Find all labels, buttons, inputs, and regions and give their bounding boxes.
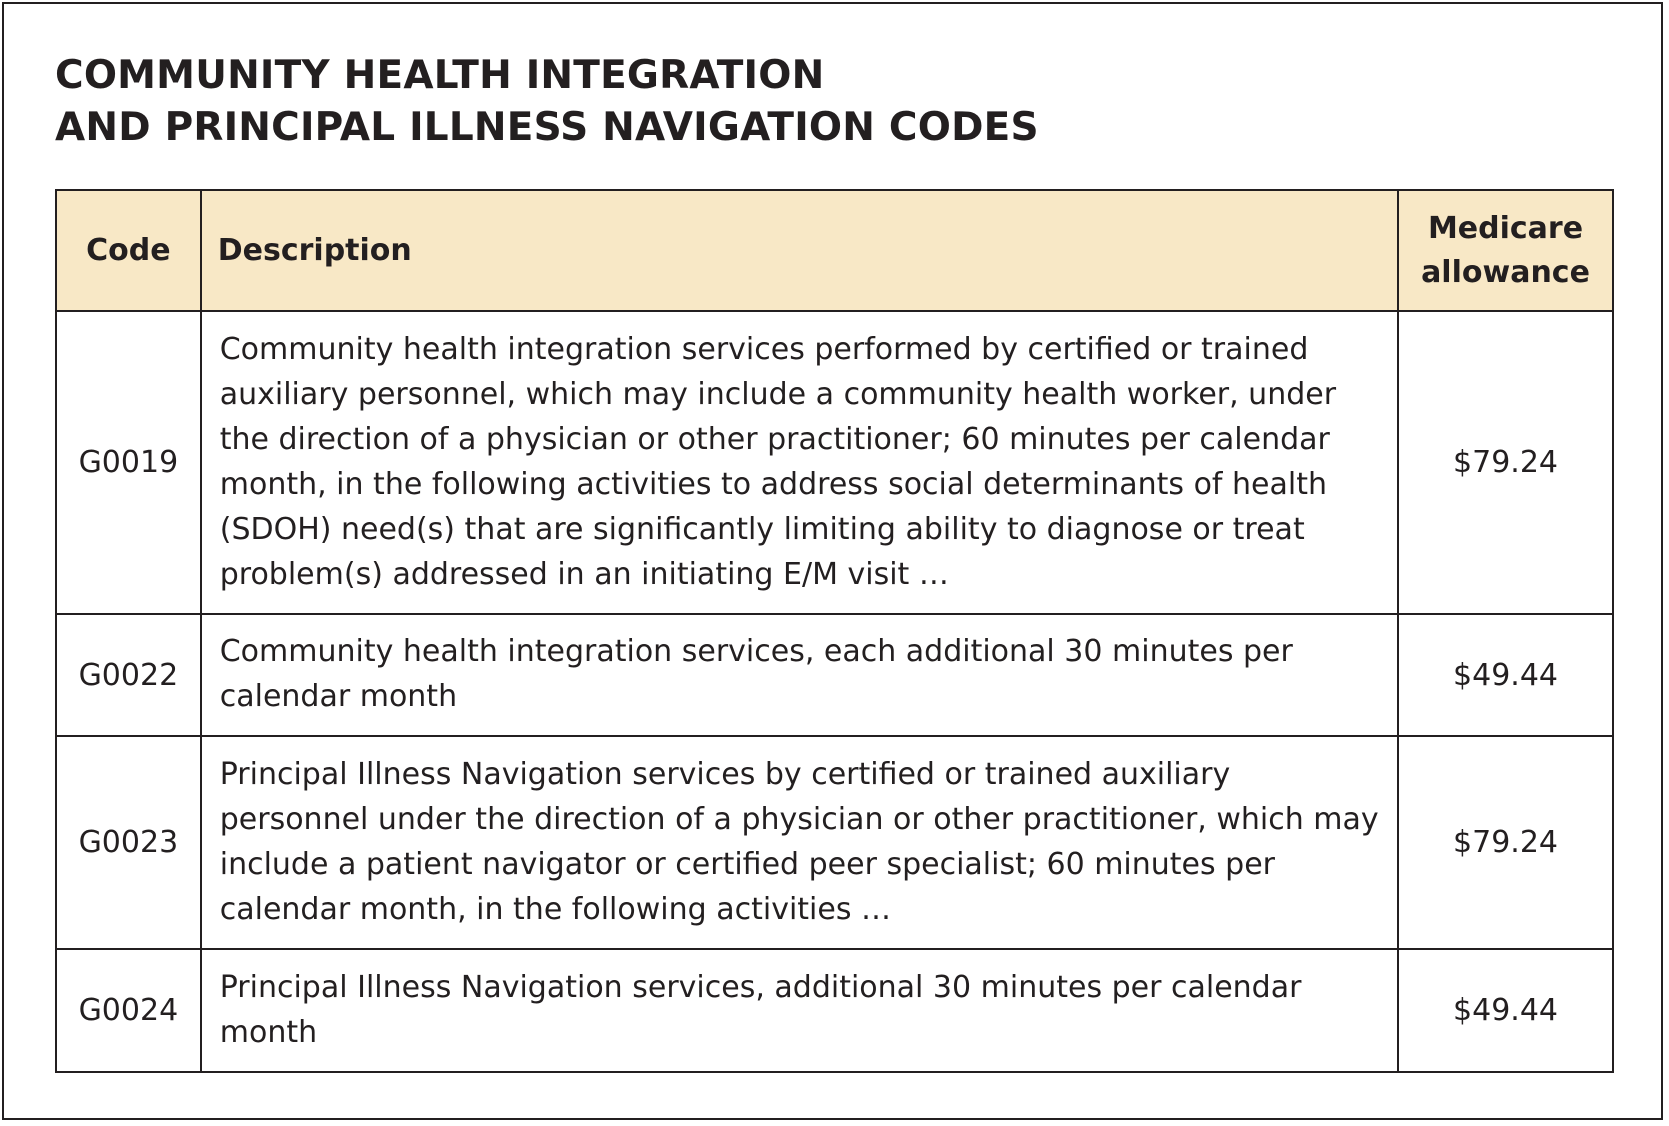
allowance-cell: $49.44 <box>1398 949 1613 1072</box>
code-cell: G0024 <box>56 949 201 1072</box>
codes-table <box>55 189 1614 1073</box>
code-cell: G0019 <box>56 311 201 614</box>
description-cell: Community health integration services, each additional 30 minutes per calendar month <box>201 614 1398 736</box>
table-row <box>56 614 1613 736</box>
table-row <box>56 736 1613 949</box>
header-allowance-line-1: Medicare <box>1427 210 1584 246</box>
description-cell: Principal Illness Navigation services, additional 30 minutes per calendar month <box>201 949 1398 1072</box>
table-row <box>56 949 1613 1072</box>
code-cell: G0023 <box>56 736 201 949</box>
code-cell: G0022 <box>56 614 201 736</box>
title-line-2: AND PRINCIPAL ILLNESS NAVIGATION CODES <box>55 105 1039 150</box>
header-row <box>56 190 1613 311</box>
allowance-cell: $49.44 <box>1398 614 1613 736</box>
description-cell: Principal Illness Navigation services by certified or trained auxiliary personnel under the direction of a physician or other practitioner, which may include a patient navigator or certified peer specialist; 60 minutes per calendar month, in the following activities … <box>201 736 1398 949</box>
title-line-1: COMMUNITY HEALTH INTEGRATION <box>55 53 825 98</box>
allowance-cell: $79.24 <box>1398 311 1613 614</box>
table-header <box>56 190 1613 311</box>
header-code: Code <box>56 190 201 311</box>
description-cell: Community health integration services performed by certified or trained auxiliary personnel, which may include a community health worker, under the direction of a physician or other practitioner; 60 minutes per calendar month, in the following activities to address social determinants of health (SDOH) need(s) that are significantly limiting ability to diagnose or treat problem(s) addressed in an initiating E/M visit … <box>201 311 1398 614</box>
header-description: Description <box>201 190 1398 311</box>
header-medicare-allowance <box>1398 190 1613 311</box>
table-body <box>56 311 1613 1072</box>
page-title <box>55 50 1039 154</box>
header-allowance-line-2: allowance <box>1421 254 1590 290</box>
table-row <box>56 311 1613 614</box>
allowance-cell: $79.24 <box>1398 736 1613 949</box>
